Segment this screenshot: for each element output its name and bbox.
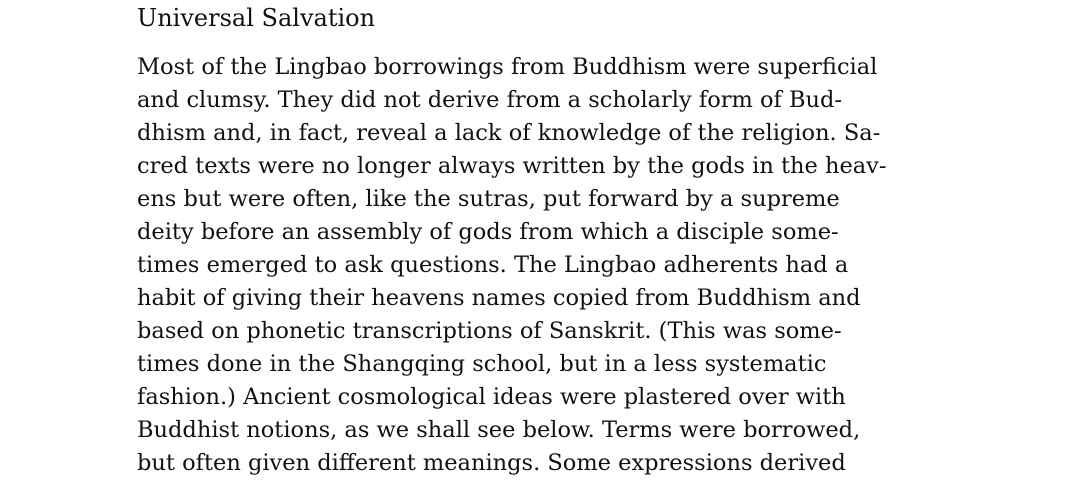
paragraph-line: and clumsy. They did not derive from a scholarly form of Bud- xyxy=(137,87,843,113)
paragraph-line: habit of giving their heavens names copied from Buddhism and xyxy=(137,285,861,311)
paragraph-line: Most of the Lingbao borrowings from Buddhism were superficial xyxy=(137,54,878,80)
paragraph-line: cred texts were no longer always written by the gods in the heav- xyxy=(137,153,887,179)
paragraph-line: Buddhist notions, as we shall see below. Terms were borrowed, xyxy=(137,417,861,443)
paragraph-line: based on phonetic transcriptions of Sanskrit. (This was some- xyxy=(137,318,842,344)
paragraph-line: deity before an assembly of gods from which a disciple some- xyxy=(137,219,839,245)
paragraph-line: fashion.) Ancient cosmological ideas were plastered over with xyxy=(137,384,846,410)
paragraph-line: times emerged to ask questions. The Lingbao adherents had a xyxy=(137,252,849,278)
paragraph-line: ens but were often, like the sutras, put forward by a supreme xyxy=(137,186,840,212)
body-paragraph xyxy=(137,51,899,480)
paragraph-line: but often given different meanings. Some expressions derived xyxy=(137,450,846,476)
paragraph-line: times done in the Shangqing school, but in a less systematic xyxy=(137,351,827,377)
section-heading: Universal Salvation xyxy=(137,4,376,32)
paragraph-line: dhism and, in fact, reveal a lack of knowledge of the religion. Sa- xyxy=(137,120,881,146)
